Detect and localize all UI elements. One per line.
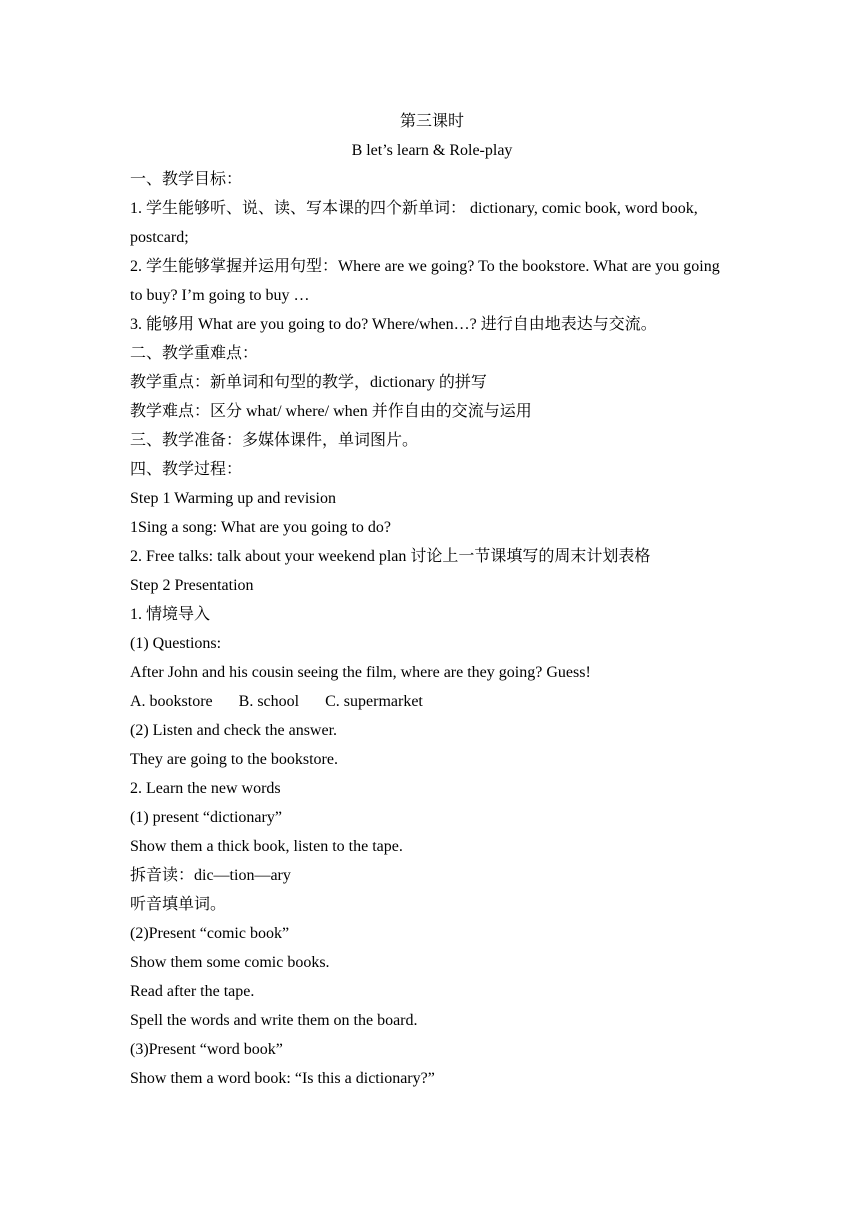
questions-label: (1) Questions: <box>130 635 222 652</box>
show-comic-books: Show them some comic books. <box>130 954 330 971</box>
step-2-item-1: 1. 情境导入 <box>130 606 211 623</box>
read-after-tape: Read after the tape. <box>130 983 255 1000</box>
option-c: C. supermarket <box>325 693 423 710</box>
present-dictionary: (1) present “dictionary” <box>130 809 282 826</box>
present-word-book: (3)Present “word book” <box>130 1041 283 1058</box>
lesson-title: 第三课时 <box>399 113 464 130</box>
answer-text: They are going to the bookstore. <box>130 751 338 768</box>
difficult-point: 教学难点：区分 what/ where/ when 并作自由的交流与运用 <box>130 403 532 420</box>
show-thick-book: Show them a thick book, listen to the tape. <box>130 838 403 855</box>
section-heading-process: 四、教学过程： <box>130 461 243 478</box>
listen-check: (2) Listen and check the answer. <box>130 722 338 739</box>
objective-3: 3. 能够用 What are you going to do? Where/when…? 进行自由地表达与交流。 <box>130 316 657 333</box>
spell-words: Spell the words and write them on the board. <box>130 1012 418 1029</box>
lesson-subtitle: B let’s learn & Role-play <box>351 142 513 159</box>
answer-options <box>130 687 734 716</box>
key-point: 教学重点：新单词和句型的教学，dictionary 的拼写 <box>130 374 487 391</box>
show-word-book: Show them a word book: “Is this a dictionary?” <box>130 1070 435 1087</box>
syllable-reading: 拆音读：dic—tion—ary <box>130 867 291 884</box>
question-text: After John and his cousin seeing the film, where are they going? Guess! <box>130 664 591 681</box>
section-heading-key-points: 二、教学重难点： <box>130 345 259 362</box>
section-heading-objectives: 一、教学目标： <box>130 171 243 188</box>
objective-2: 2. 学生能够掌握并运用句型：Where are we going? To the bookstore. What are you going to buy? I’m going to buy … <box>130 258 720 304</box>
listen-fill-words: 听音填单词。 <box>130 896 227 913</box>
document-body <box>130 107 734 1093</box>
step-1-item-1: 1Sing a song: What are you going to do? <box>130 519 391 536</box>
section-heading-preparation: 三、教学准备：多媒体课件，单词图片。 <box>130 432 419 449</box>
option-b: B. school <box>238 693 300 710</box>
learn-new-words: 2. Learn the new words <box>130 780 281 797</box>
option-a: A. bookstore <box>130 693 213 710</box>
step-1-item-2: 2. Free talks: talk about your weekend plan 讨论上一节课填写的周末计划表格 <box>130 548 651 565</box>
present-comic-book: (2)Present “comic book” <box>130 925 290 942</box>
objective-1: 1. 学生能够听、说、读、写本课的四个新单词： dictionary, comic book, word book, postcard; <box>130 200 698 246</box>
step-1-heading: Step 1 Warming up and revision <box>130 490 336 507</box>
step-2-heading: Step 2 Presentation <box>130 577 254 594</box>
